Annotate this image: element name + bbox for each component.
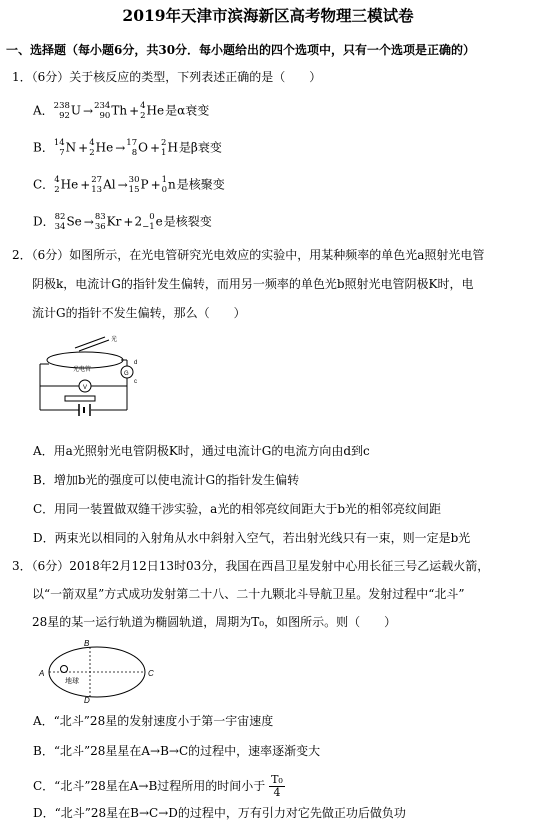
option-label: C． [33, 177, 55, 192]
q1-option-d [33, 212, 212, 232]
element-symbol: Th [111, 103, 128, 118]
nuclide [54, 175, 78, 195]
label-earth: 地球 [65, 678, 79, 685]
nuclide [95, 212, 122, 232]
nuclide-numbers [54, 101, 70, 121]
q2-option-b: B．增加b光的强度可以使电流计G的指针发生偏转 [33, 473, 300, 487]
label-phototube: 光电管 [73, 367, 92, 373]
element-symbol: O [138, 140, 148, 155]
atomic-number: 0 [161, 185, 168, 195]
q2-stem-3: 流计G的指针不发生偏转，那么（ ） [32, 306, 246, 320]
element-symbol: P [140, 177, 149, 192]
q1-option-c [33, 175, 225, 195]
nuclide-numbers [161, 138, 166, 158]
fraction-t0-over-4 [269, 774, 285, 799]
rheostat-icon [65, 396, 95, 401]
atomic-number: 2 [140, 111, 146, 121]
nuclide-numbers [55, 212, 66, 232]
q3-option-d: D．“北斗”28星在B→C→D的过程中，万有引力对它先做正功后做负功 [33, 806, 406, 820]
nuclide-numbers [54, 138, 65, 158]
label-d: D [84, 696, 90, 704]
atomic-number: 2 [54, 185, 60, 195]
mass-number: 238 [53, 101, 70, 111]
elliptical-orbit-diagram [35, 640, 159, 704]
element-symbol: Al [103, 177, 116, 192]
nuclide-numbers [94, 101, 110, 121]
photoelectric-circuit-diagram [35, 334, 155, 434]
phototube [47, 352, 123, 368]
q2-stem-1: 2．（6分）如图所示，在光电管研究光电效应的实验中，用某种频率的单色光a照射光电管 [12, 248, 485, 262]
q2-stem-2: 阴极k，电流计G的指针发生偏转，而用另一频率的单色光b照射光电管阴极K时，电 [32, 277, 474, 291]
element-symbol: e [155, 214, 163, 229]
mass-number: 83 [94, 212, 106, 222]
operator: → [117, 178, 128, 192]
element-symbol: Kr [106, 214, 122, 229]
option-label: A． [33, 103, 54, 118]
element-symbol: He [60, 177, 79, 192]
q2-option-c: C．用同一装置做双缝干涉实验，a光的相邻亮纹间距大于b光的相邻亮纹间距 [33, 502, 442, 516]
element-symbol: Se [66, 214, 82, 229]
mass-number: 82 [54, 212, 66, 222]
nuclide-numbers [129, 175, 140, 195]
nuclide-numbers [126, 138, 137, 158]
option-label: D． [33, 214, 55, 229]
nuclide-numbers [89, 138, 94, 158]
label-g: G [124, 371, 129, 377]
element-symbol: N [65, 140, 77, 155]
nuclide [140, 101, 164, 121]
mass-number: 4 [140, 101, 146, 111]
nuclide-numbers [54, 175, 59, 195]
label-light: 光 [111, 337, 118, 343]
atomic-number: 15 [128, 185, 140, 195]
nuclide [162, 175, 176, 195]
nuclide [126, 138, 148, 158]
label-d: d [134, 360, 138, 366]
q2-option-a: A．用a光照射光电管阴极K时，通过电流计G的电流方向由d到c [33, 444, 370, 458]
operator: + [78, 141, 89, 155]
nuclide [89, 138, 113, 158]
operator: → [115, 141, 126, 155]
nuclide [54, 101, 81, 121]
operator: + [150, 178, 161, 192]
nuclide [161, 138, 178, 158]
atomic-number: 1 [161, 148, 167, 158]
atomic-number: 90 [99, 111, 111, 121]
mass-number: 17 [126, 138, 138, 148]
element-symbol: He [146, 103, 165, 118]
fraction-numerator: T₀ [271, 773, 283, 786]
element-symbol: He [95, 140, 114, 155]
option-text: 是β衰变 [178, 140, 222, 155]
mass-number: 0 [149, 212, 155, 222]
element-symbol: H [167, 140, 178, 155]
q3-stem-1: 3．（6分）2018年2月12日13时03分，我国在西昌卫星发射中心用长征三号乙运载火箭， [12, 559, 490, 573]
q1-option-a [33, 101, 209, 121]
mass-number: 4 [89, 138, 95, 148]
atomic-number: 34 [54, 222, 66, 232]
atomic-number: 36 [94, 222, 106, 232]
element-symbol: U [70, 103, 82, 118]
q3-option-c-text: C．“北斗”28星在A→B过程所用的时间小于 [33, 779, 266, 793]
operator: + [123, 215, 134, 229]
label-a: A [39, 669, 45, 678]
nuclide-numbers [162, 175, 167, 195]
option-text: 是α衰变 [165, 103, 210, 118]
q3-stem-3: 28星的某一运行轨道为椭圆轨道，周期为T₀，如图所示。则（ ） [32, 615, 397, 629]
q3-option-c [33, 774, 285, 799]
q3-stem-2: 以“一箭双星”方式成功发射第二十八、二十九颗北斗导航卫星。发射过程中“北斗” [32, 587, 465, 601]
q3-option-a: A．“北斗”28星的发射速度小于第一宇宙速度 [33, 714, 274, 728]
nuclide [55, 212, 82, 232]
q3-option-b: B．“北斗”28星星在A→B→C的过程中，速率逐渐变大 [33, 744, 321, 758]
q2-option-d: D．两束光以相同的入射角从水中斜射入空气，若出射光线只有一束，则一定是b光 [33, 531, 471, 545]
nuclide [129, 175, 149, 195]
label-c: c [134, 379, 137, 385]
operator: + [129, 104, 140, 118]
mass-number: 27 [91, 175, 103, 185]
label-b: B [84, 640, 90, 648]
atomic-number: 2 [89, 148, 95, 158]
mass-number: 1 [161, 175, 168, 185]
label-c: C [148, 669, 154, 678]
operator: → [83, 104, 94, 118]
element-symbol: n [168, 177, 176, 192]
atomic-number: 92 [59, 111, 70, 121]
mass-number: 14 [53, 138, 65, 148]
nuclide [142, 212, 163, 232]
atomic-number: 7 [59, 148, 65, 158]
option-text: 是核裂变 [163, 214, 212, 229]
nuclide [54, 138, 76, 158]
nuclide-numbers [95, 212, 106, 232]
nuclide [94, 101, 127, 121]
earth-icon [61, 666, 68, 673]
nuclide [91, 175, 115, 195]
atomic-number: 13 [91, 185, 103, 195]
mass-number: 234 [94, 101, 111, 111]
coefficient: 2 [134, 214, 143, 229]
q1-stem: 1．（6分）关于核反应的类型，下列表述正确的是（ ） [12, 70, 322, 84]
atomic-number: −1 [142, 222, 155, 232]
option-label: B． [33, 140, 54, 155]
nuclide-numbers [142, 212, 155, 232]
mass-number: 30 [128, 175, 140, 185]
fraction-denominator: 4 [273, 786, 281, 799]
nuclide-numbers [140, 101, 145, 121]
mass-number: 4 [54, 175, 60, 185]
option-text: 是核聚变 [176, 177, 225, 192]
atomic-number: 8 [131, 148, 138, 158]
mass-number: 2 [161, 138, 167, 148]
operator: + [80, 178, 91, 192]
label-v: V [83, 385, 88, 391]
operator: + [149, 141, 161, 155]
q1-option-b [33, 138, 222, 158]
page-title: 2019年天津市滨海新区高考物理三模试卷 [122, 6, 414, 25]
nuclide-numbers [91, 175, 102, 195]
operator: → [83, 215, 94, 229]
section-heading: 一、选择题（每小题6分，共30分．每小题给出的四个选项中，只有一个选项是正确的） [6, 43, 476, 57]
